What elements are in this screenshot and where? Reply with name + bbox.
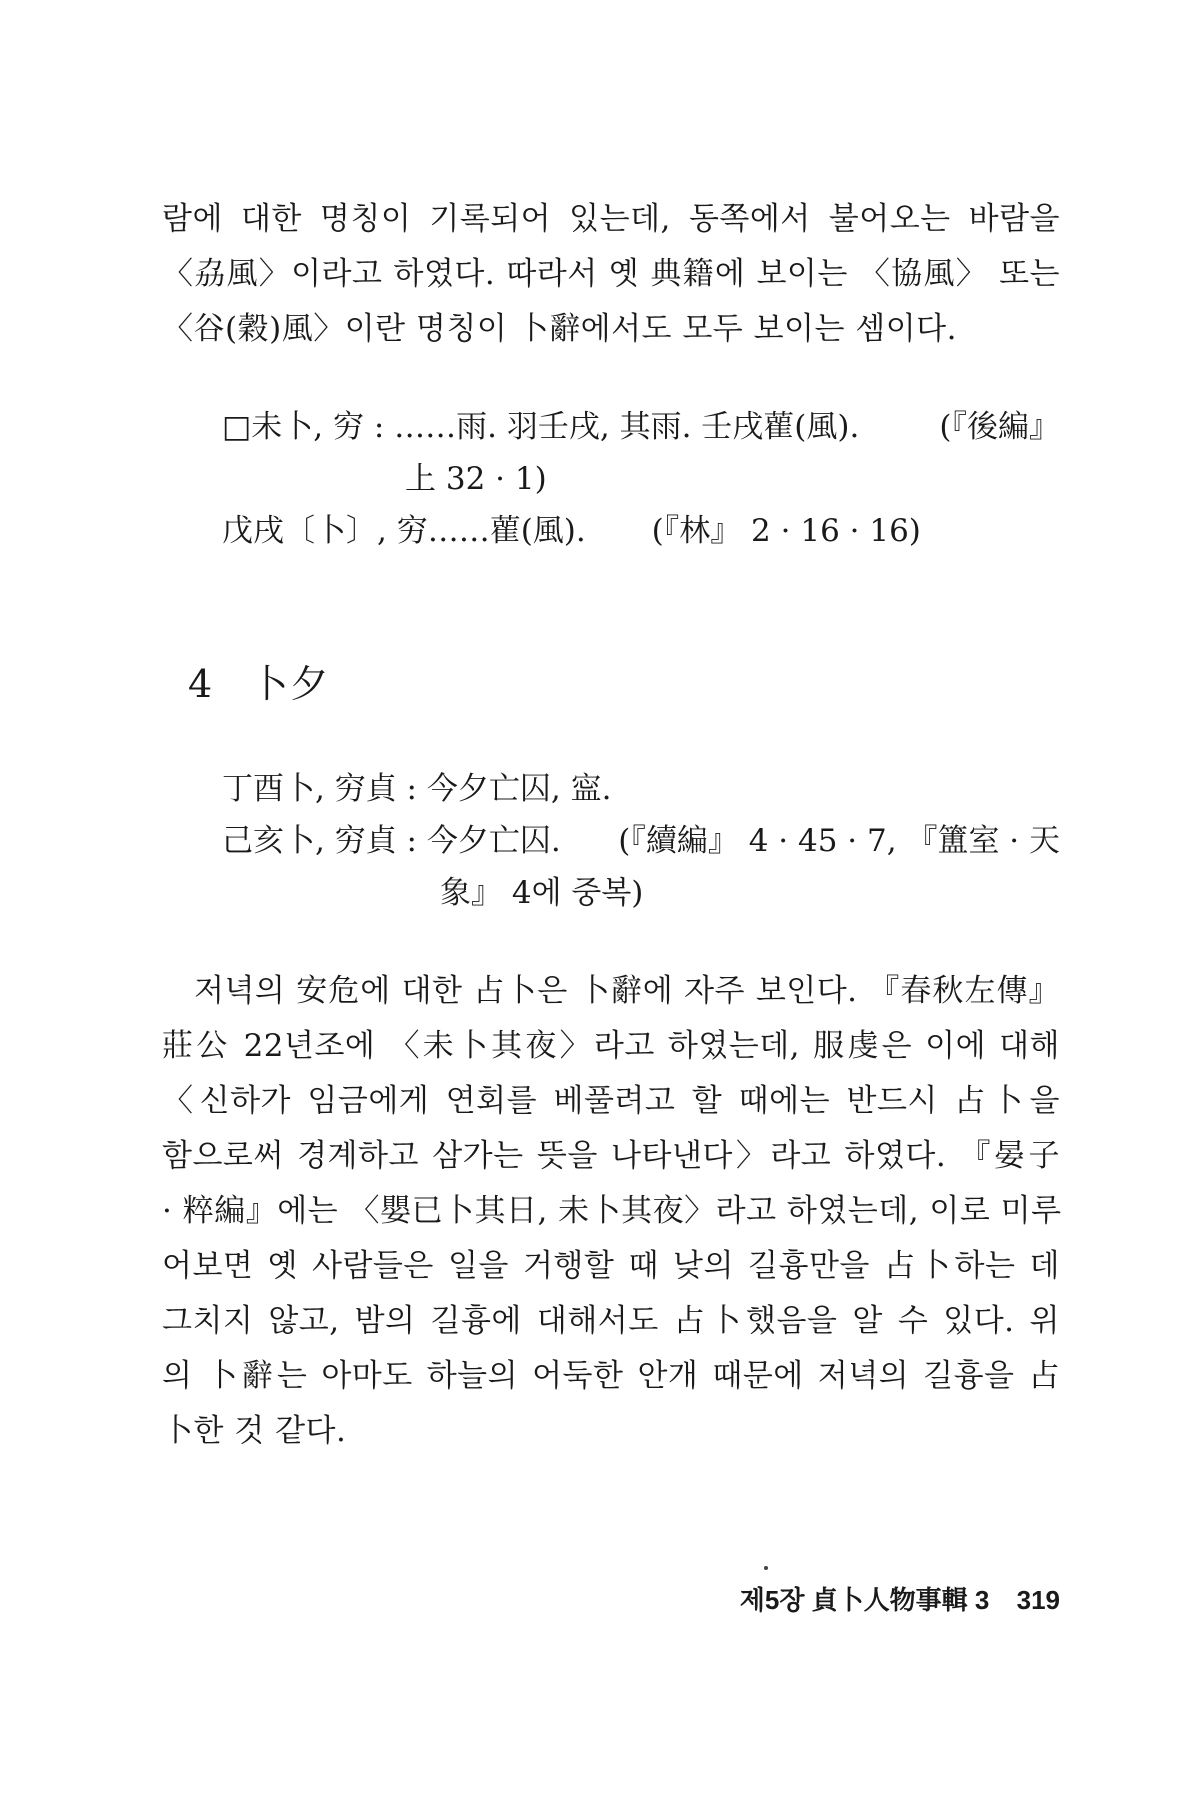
text-line: 람에 대한 명칭이 기록되어 있는데, 동쪽에서 불어오는 바람을	[162, 201, 1060, 237]
quote-text: 戊戌〔卜〕, 穷……雚(風).	[222, 513, 586, 549]
oracle-quote	[222, 814, 1060, 869]
page-footer	[704, 1582, 1060, 1618]
print-speck	[764, 1566, 768, 1570]
text-line: 〈신하가 임금에게 연회를 베풀려고 할 때에는 반드시 占卜을	[162, 1083, 1060, 1119]
text-line: 莊公 22년조에 〈未卜其夜〉라고 하였는데, 服虔은 이에 대해	[162, 1028, 1060, 1064]
section-title-text: 卜夕	[250, 662, 331, 706]
body-paragraph	[162, 964, 1060, 1459]
text-line: 저녁의 安危에 대한 占卜은 卜辭에 자주 보인다. 『春秋左傳』	[162, 973, 1060, 1009]
page-number: 319	[1016, 1585, 1060, 1615]
quote-text: 象』 4에 중복)	[440, 875, 644, 911]
intro-paragraph	[162, 192, 1060, 357]
section-number: 4	[188, 662, 215, 706]
oracle-quote	[222, 504, 921, 559]
section-heading	[188, 654, 330, 714]
quote-text: 丁酉卜, 穷貞 : 今夕亡囚, 寍.	[222, 771, 612, 807]
quote-citation: (『林』 2 · 16 · 16)	[651, 513, 921, 549]
text-line: 卜한 것 같다.	[162, 1413, 347, 1449]
quote-text: 己亥卜, 穷貞 : 今夕亡囚.	[222, 823, 561, 859]
text-line: 〈劦風〉이라고 하였다. 따라서 옛 典籍에 보이는 〈協風〉 또는	[162, 256, 1060, 292]
oracle-quote	[222, 762, 611, 817]
quote-text: □未卜, 穷 : ……雨. 羽壬戌, 其雨. 壬戌雚(風).	[222, 409, 860, 445]
text-line: 〈谷(穀)風〉이란 명칭이 卜辭에서도 모두 보이는 셈이다.	[162, 311, 957, 347]
text-line: 의 卜辭는 아마도 하늘의 어둑한 안개 때문에 저녁의 길흉을 占	[162, 1358, 1060, 1394]
text-line: 그치지 않고, 밤의 길흉에 대해서도 占卜했음을 알 수 있다. 위	[162, 1303, 1060, 1339]
text-line: · 粹編』에는 〈嬰已卜其日, 未卜其夜〉라고 하였는데, 이로 미루	[162, 1193, 1062, 1229]
quote-citation: (『續編』 4 · 45 · 7, 『簠室 · 天	[618, 823, 1060, 859]
oracle-quote-continuation	[405, 452, 547, 507]
quote-citation: (『後編』	[939, 409, 1060, 445]
quote-text: 上 32 · 1)	[405, 461, 547, 497]
oracle-quote	[222, 400, 1060, 455]
text-line: 어보면 옛 사람들은 일을 거행할 때 낮의 길흉만을 占卜하는 데	[162, 1248, 1060, 1284]
running-footer-chapter: 제5장 貞卜人物事輯 3	[739, 1585, 990, 1615]
oracle-quote-continuation	[440, 866, 643, 921]
text-line: 함으로써 경계하고 삼가는 뜻을 나타낸다〉라고 하였다. 『晏子	[162, 1138, 1060, 1174]
